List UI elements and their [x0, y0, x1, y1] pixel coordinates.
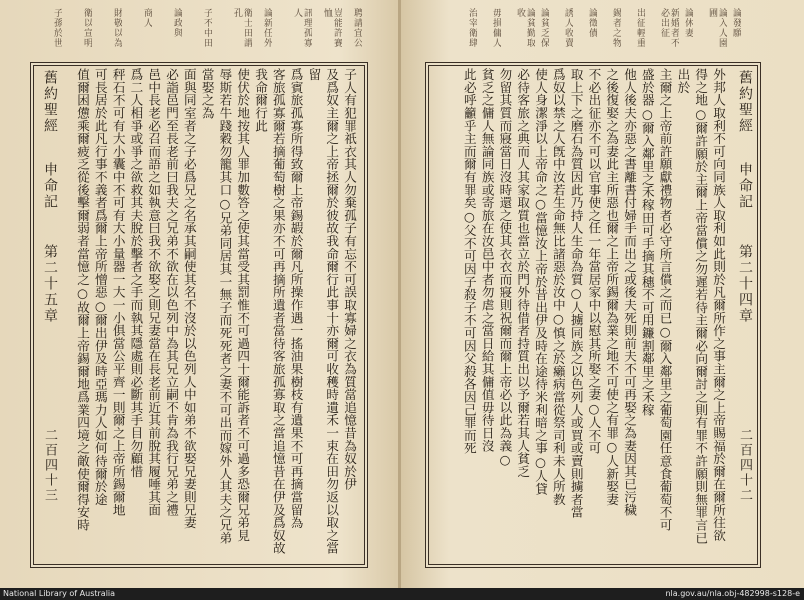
margin-note: 論入人園圃	[707, 8, 727, 48]
body-column: 秤石不可有大小囊中不可有大小量器一大一小俱當公平齊一則爾之上帝所錫爾地	[110, 68, 126, 516]
margin-note: 衛士田謂孔	[232, 8, 252, 48]
margin-note: 誘人收賣	[563, 8, 573, 48]
body-column: 外邦人取利不可向同族人取利如此則於凡爾所作之事主爾之上帝賜福於爾在爾所往欲	[711, 68, 726, 542]
body-column: 子人有犯罪祇衣其人勿棄孤子有忘不可誤取寡婦之衣為質當追憶昔為奴於伊	[342, 68, 357, 491]
footer-credit: National Library of Australia	[3, 589, 116, 598]
footer-bar	[0, 588, 804, 600]
body-column: 盛於器○爾入鄰里之禾稼田可手摘其穗不可用鐮割鄰里之禾稼	[639, 68, 655, 416]
margin-note: 治宰衛肆	[467, 8, 477, 48]
footer-identifier: nla.gov.au/nla.obj-482998-s128-e	[665, 589, 800, 598]
left-header-book: 申命記	[42, 162, 58, 210]
body-column: 面與同室者之子必爲兄之名承其嗣使其名不沒於以色列人中如弟不欲娶兄妻則兄妻	[181, 68, 197, 529]
margin-note: 訊理孤寡人	[292, 8, 312, 48]
margin-note: 毋損傭人	[491, 8, 501, 48]
body-column: 使伏於地按其人罪加數答之使其當受其罰惟不可過四十爾能訴者不可過多恐爾兄弟見	[235, 68, 251, 542]
body-column: 我命爾行此	[253, 68, 269, 132]
margin-note: 新婚者不必出征	[659, 8, 679, 48]
body-column: 邑中長老必召而語之如執意曰我不欲娶之則兄妻當在長老前近其前脫其履唾其面	[146, 68, 162, 516]
body-column: 得之地○爾許願於主爾上帝當償之勿遲若待主爾必向爾討之則有罪不許願則無罪言已出於	[675, 68, 709, 544]
margin-note: 論徵債	[587, 8, 597, 38]
left-header-chapter: 第二十五章	[42, 244, 58, 324]
body-column: 主爾之上帝前許願獻禮物者必守所言償之而已○爾入鄰里之葡萄園任意食葡萄不可	[657, 68, 673, 532]
margin-note: 財敬以為	[112, 8, 122, 48]
margin-note: 出征輕重	[635, 8, 645, 48]
body-column: 值爾困憊乘爾疲乏從後擊爾弱者當憶之○故爾上帝錫爾地爲業四境之敵使爾得安時	[75, 68, 91, 532]
left-header-title: 舊約聖經	[42, 70, 58, 134]
body-column: 他人後夫亦惡之書離書付婦手而出之或後夫死則前夫不可再娶之為妻因其已污穢	[622, 68, 638, 516]
body-column: 辱斯若牛踐穀勿籠其口○兄弟同居其一無子而死死者之妻不可出而嫁外人其夫之兄弟當娶之為	[199, 68, 233, 544]
margin-note: 錫者之物	[611, 8, 621, 48]
body-column: 勿留其質而寢當日沒時還之使其衣衣而寢則祝爾而爾上帝必以此為義○	[497, 68, 513, 468]
left-body-text	[62, 68, 358, 556]
right-header-chapter: 第二十四章	[737, 244, 753, 324]
margin-note: 論貧勤取收	[515, 8, 535, 48]
body-column: 可長居於此凡行事不義者爲爾上帝所憎惡○爾出伊及時亞瑪力人如何待爾於途	[92, 68, 108, 506]
body-column: 不必出征亦不可以官事使之任一年當居家中以慰其所娶之妻○人不可	[586, 68, 602, 455]
margin-note: 論政與	[172, 8, 182, 38]
body-column: 爲奴以禁之人旣中汝若生命無比諸惡於汝中○慎之於癩病當從祭司利未人所教	[550, 68, 566, 506]
body-column: 貧乏之傭人無論同族或寄旅在汝邑中者勿虐之當日給其傭值毋待日沒	[479, 68, 495, 452]
right-page	[401, 0, 804, 588]
margin-note: 豈能許賽恤	[322, 8, 342, 48]
margin-note: 衛以宣明	[82, 8, 92, 48]
left-page-number: 二百四十三	[42, 428, 57, 503]
margin-note: 論貧乏保	[539, 8, 549, 48]
body-column: 客旅孤寡爾若摘葡萄樹之果亦不可再摘所遺者當待客旅孤寡取之當追憶昔在伊及爲奴故	[270, 68, 286, 555]
body-column: 爲二人相爭或爭之欲救其夫脫於擊者之手而執其隱處則必斷其手目勿顧惜	[128, 68, 144, 478]
right-header-title: 舊約聖經	[737, 70, 753, 134]
body-column: 之後復娶之為妻此主所惡也爾之上帝所錫爾為業之地不可使之有罪○人新娶妻	[604, 68, 620, 506]
margin-note: 商人	[142, 8, 152, 28]
left-page	[0, 0, 399, 588]
body-column: 必待客旅之典而人其家取質也當立於門外待借者持質出以予爾若其人貧乏	[515, 68, 531, 478]
body-column: 此必呼籲乎主而爾有罪矣○父不可因子殺子不可因父殺各因己罪而死	[461, 68, 477, 455]
body-column: 必詣邑門至長老前曰我夫之兄弟不欲在以色列中為其兄立嗣不肯為我行兄弟之禮	[164, 68, 180, 516]
body-column: 爲賓旅孤寡所得致爾上帝錫嘏於爾凡所操作遇一搖油果樹枝有遺果不可再摘當留為	[288, 68, 304, 529]
margin-note: 論休妻	[683, 8, 693, 38]
right-page-number: 二百四十二	[737, 428, 752, 503]
margin-note: 論發願	[731, 8, 741, 38]
right-header-book: 申命記	[737, 162, 753, 210]
body-column: 及爲奴主爾之上帝拯爾於彼故我命爾行此事十亦爾可收穫時遺禾一束在田勿返以取之當留	[306, 68, 340, 555]
body-column: 取上下之磨石為質因此乃持人生命為質○人擄同族之以色列人或買或賣則擄者當	[568, 68, 584, 519]
margin-note: 子孫於世	[52, 8, 62, 48]
right-body-text	[433, 68, 727, 556]
body-column: 使人身潔淨以上帝命之○當憶汝上帝於昔出伊及時在途待米利暗之事○人貸	[533, 68, 549, 496]
margin-note: 子不中田	[202, 8, 212, 48]
margin-note: 聘請宜公	[352, 8, 362, 48]
margin-note: 論新任外	[262, 8, 272, 48]
